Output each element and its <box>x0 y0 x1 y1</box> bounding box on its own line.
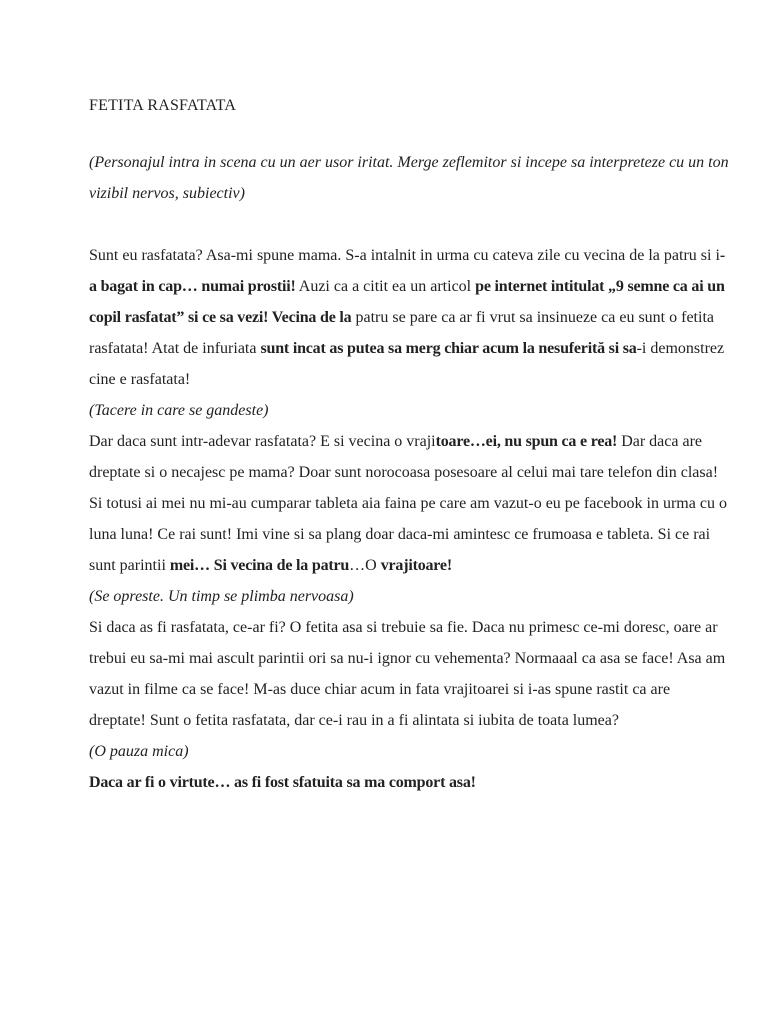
paragraph-2-bold-3: vrajitoare! <box>380 557 452 574</box>
paragraph-2-text-2: Dar daca are dreptate si o necajesc pe mama? Doar sunt norocoasa posesoare al celui mai tare telefon din clasa! Si totusi ai mei nu mi-au cumparar tableta aia faina pe care am vazut-o eu pe facebook in urma cu o luna luna! Ce rai sunt! Imi vine si sa plang doar daca-mi amintesc ce frumoasa e tableta. Si ce rai sunt parintii <box>89 433 727 574</box>
document-title: FETITA RASFATATA <box>89 97 237 114</box>
stage-direction-1: (Tacere in care se gandeste) <box>89 402 269 419</box>
paragraph-2-text-3: …O <box>349 557 381 574</box>
stage-direction-3: (O pauza mica) <box>89 743 189 760</box>
closing-line: Daca ar fi o virtute… as fi fost sfatuita sa ma comport asa! <box>89 774 476 791</box>
paragraph-1 <box>89 240 729 395</box>
paragraph-2-text-1: Dar daca sunt intr-adevar rasfatata? E si vecina o vraji <box>89 433 436 450</box>
paragraph-3: Si daca as fi rasfatata, ce-ar fi? O fetita asa si trebuie sa fie. Daca nu primesc ce-mi doresc, oare ar trebui eu sa-mi mai ascult parintii ori sa nu-i ignor cu vehementa? Normaaal ca asa se face! Asa am vazut in filme ca se face! M-as duce chiar acum in fata vrajitoarei si i-as spune rastit ca are dreptate! Sunt o fetita rasfatata, dar ce-i rau in a fi alintata si iubita de toata lumea? <box>89 619 726 729</box>
paragraph-1-text-2: Auzi ca a citit ea un articol <box>295 278 476 295</box>
paragraph-1-text-4: -i demonstrez cine e rasfatata! <box>89 340 725 388</box>
stage-direction-2: (Se opreste. Un timp se plimba nervoasa) <box>89 588 354 605</box>
paragraph-1-text-1: Sunt eu rasfatata? Asa-mi spune mama. S-a intalnit in urma cu cateva zile cu vecina de la patru si i <box>89 247 720 264</box>
paragraph-1-bold-2: pe internet intitulat „9 semne ca ai un copil rasfatat” si ce sa vezi! Vecina de la <box>89 278 725 326</box>
paragraph-1-bold-1: -a bagat in cap… numai prostii! <box>89 247 726 295</box>
paragraph-1-bold-3: sunt incat as putea sa merg chiar acum la nesuferită si sa <box>260 340 637 357</box>
paragraph-1-text-3: patru se pare ca ar fi vrut sa insinueze ca eu sunt o fetita rasfatata! Atat de infuriata <box>89 309 714 357</box>
document-page <box>89 90 729 798</box>
paragraph-2-bold-2: mei… Si vecina de la patru <box>169 557 350 574</box>
stage-direction-intro: (Personajul intra in scena cu un aer usor iritat. Merge zeflemitor si incepe sa interpreteze cu un ton vizibil nervos, subiectiv) <box>89 154 729 202</box>
paragraph-2 <box>89 426 729 581</box>
paragraph-2-bold-1: toare…ei, nu spun ca e rea! <box>435 433 618 450</box>
